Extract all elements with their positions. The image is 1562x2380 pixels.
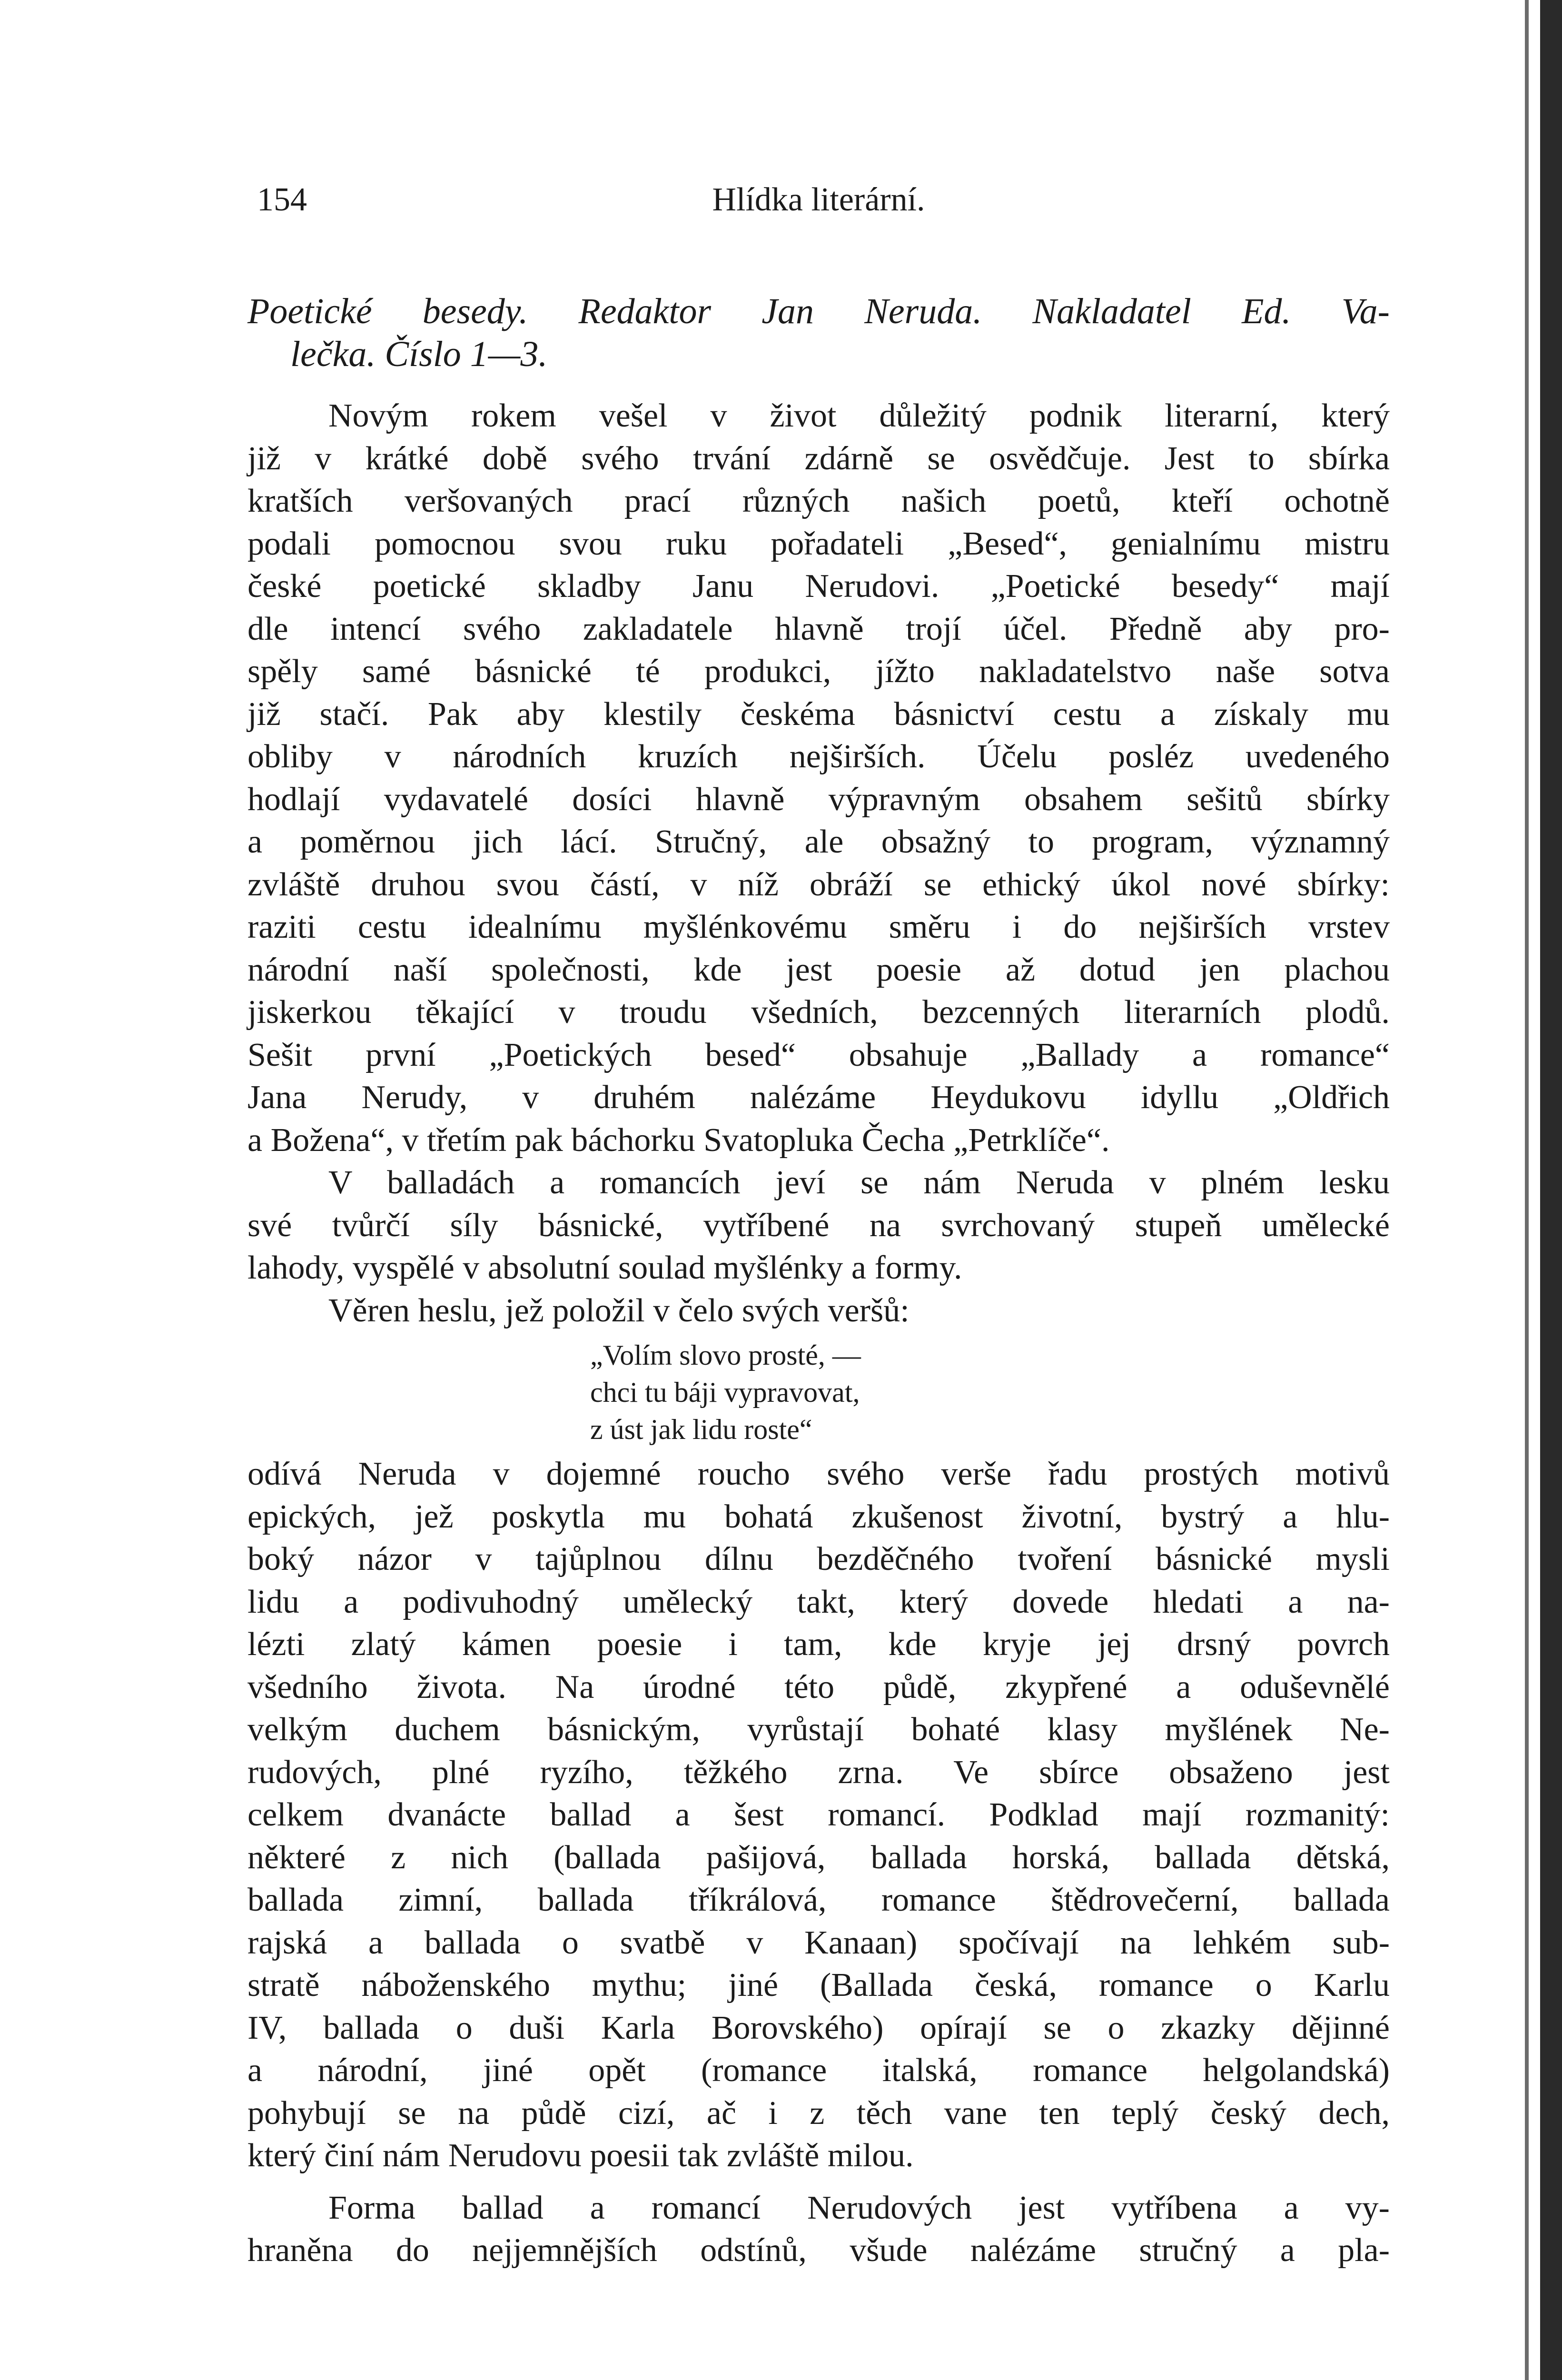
text-line: již stačí. Pak aby klestily českéma básnictví cestu a získaly mu xyxy=(247,695,1390,733)
text-line: epických, jež poskytla mu bohatá zkušenost životní, bystrý a hlu- xyxy=(247,1498,1390,1535)
text-line: ballada zimní, ballada tříkrálová, romance štědrovečerní, ballada xyxy=(247,1882,1390,1918)
text-line: pohybují se na půdě cizí, ač i z těch vane ten teplý český dech, xyxy=(247,2094,1390,2132)
text-line: boký názor v tajůplnou dílnu bezděčného tvoření básnické mysli xyxy=(247,1541,1390,1577)
text-line: celkem dvanácte ballad a šest romancí. Podklad mají rozmanitý: xyxy=(247,1796,1390,1833)
text-line: V balladách a romancích jeví se nám Neruda v plném lesku xyxy=(328,1164,1390,1201)
text-line: zvláště druhou svou částí, v níž obráží se ethický úkol nové sbírky: xyxy=(247,866,1390,903)
text-line: své tvůrčí síly básnické, vytříbené na svrchovaný stupeň umělecké xyxy=(247,1207,1390,1244)
book-page xyxy=(247,176,1390,2272)
text-line: Forma ballad a romancí Nerudových jest vytříbena a vy- xyxy=(328,2189,1390,2226)
paragraph-3 xyxy=(247,1453,1390,2177)
text-line: lahody, vyspělé v absolutní soulad myšlénky a formy. xyxy=(247,1250,962,1286)
paragraph-3-intro: Věren heslu, jež položil v čelo svých veršů: xyxy=(328,1292,910,1329)
page-edge-line xyxy=(1525,0,1529,2380)
text-line: všedního života. Na úrodné této půdě, zkypřené a oduševnělé xyxy=(247,1668,1390,1706)
paragraph-2 xyxy=(247,1161,1390,1289)
text-line: dle intencí svého zakladatele hlavně trojí účel. Předně aby pro- xyxy=(247,610,1390,647)
text-line: lézti zlatý kámen poesie i tam, kde kryje jej drsný povrch xyxy=(247,1626,1390,1663)
text-line: Novým rokem vešel v život důležitý podnik literarní, který xyxy=(328,397,1390,434)
page-number: 154 xyxy=(257,181,307,218)
text-line: spěly samé básnické té produkci, jížto nakladatelstvo naše sotva xyxy=(247,653,1390,690)
journal-title: Hlídka literární. xyxy=(712,181,925,218)
verse-line: „Volím slovo prosté, — xyxy=(590,1339,861,1371)
text-line: lidu a podivuhodný umělecký takt, který dovede hledati a na- xyxy=(247,1583,1390,1620)
text-line: velkým duchem básnickým, vyrůstají bohaté klasy myšlének Ne- xyxy=(247,1711,1390,1748)
text-line: rudových, plné ryzího, těžkého zrna. Ve sbírce obsaženo jest xyxy=(247,1754,1390,1791)
review-title xyxy=(247,290,1390,376)
text-line: kratších veršovaných prací různých našich poetů, kteří ochotně xyxy=(247,483,1390,519)
paragraph-1 xyxy=(247,395,1390,1161)
text-line: Jana Nerudy, v druhém nalézáme Heydukovu idyllu „Oldřich xyxy=(247,1079,1390,1116)
text-line: již v krátké době svého trvání zdárně se osvědčuje. Jest to sbírka xyxy=(247,440,1390,477)
text-line: podali pomocnou svou ruku pořadateli „Besed“, genialnímu mistru xyxy=(247,525,1390,562)
text-line: hodlají vydavatelé dosíci hlavně výpravným obsahem sešitů sbírky xyxy=(247,781,1390,818)
running-header xyxy=(247,176,1390,224)
review-title-line: Poetické besedy. Redaktor Jan Neruda. Nakladatel Ed. Va- xyxy=(247,291,1390,331)
verse-line: z úst jak lidu roste“ xyxy=(590,1414,812,1445)
text-line: rajská a ballada o svatbě v Kanaan) spočívají na lehkém sub- xyxy=(247,1924,1390,1961)
text-line: a Božena“, v třetím pak báchorku Svatopluka Čecha „Petrklíče“. xyxy=(247,1121,1110,1159)
text-line: hraněna do nejjemnějších odstínů, všude nalézáme stručný a pla- xyxy=(247,2232,1390,2269)
text-line: stratě náboženského mythu; jiné (Ballada česká, romance o Karlu xyxy=(247,1967,1390,2003)
review-title-line: lečka. Číslo 1—3. xyxy=(290,334,548,374)
text-line: IV, ballada o duši Karla Borovského) opírají se o zkazky dějinné xyxy=(247,2009,1390,2046)
text-line: raziti cestu idealnímu myšlénkovému směru i do nejširších vrstev xyxy=(247,909,1390,945)
text-line: Sešit první „Poetických besed“ obsahuje „Ballady a romance“ xyxy=(247,1036,1390,1073)
verse-quote xyxy=(590,1337,1390,1448)
text-line: odívá Neruda v dojemné roucho svého verše řadu prostých motivů xyxy=(247,1456,1390,1492)
text-line: a poměrnou jich lácí. Stručný, ale obsažný to program, významný xyxy=(247,823,1390,860)
text-line: české poetické skladby Janu Nerudovi. „Poetické besedy“ mají xyxy=(247,568,1390,605)
text-line: obliby v národních kruzích nejširších. Účelu posléz uvedeného xyxy=(247,738,1390,775)
book-spine-shadow xyxy=(1540,0,1562,2380)
text-line: některé z nich (ballada pašijová, ballada horská, ballada dětská, xyxy=(247,1839,1390,1876)
paragraph-4 xyxy=(247,2187,1390,2272)
page-body xyxy=(247,290,1390,2272)
text-line: národní naší společnosti, kde jest poesie až dotud jen plachou xyxy=(247,951,1390,988)
text-line: který činí nám Nerudovu poesii tak zvláště milou. xyxy=(247,2137,914,2174)
text-line: jiskerkou těkající v troudu všedních, bezcenných literarních plodů. xyxy=(247,994,1390,1031)
text-line: a národní, jiné opět (romance italská, romance helgolandská) xyxy=(247,2052,1390,2089)
verse-line: chci tu báji vypravovat, xyxy=(590,1377,860,1408)
